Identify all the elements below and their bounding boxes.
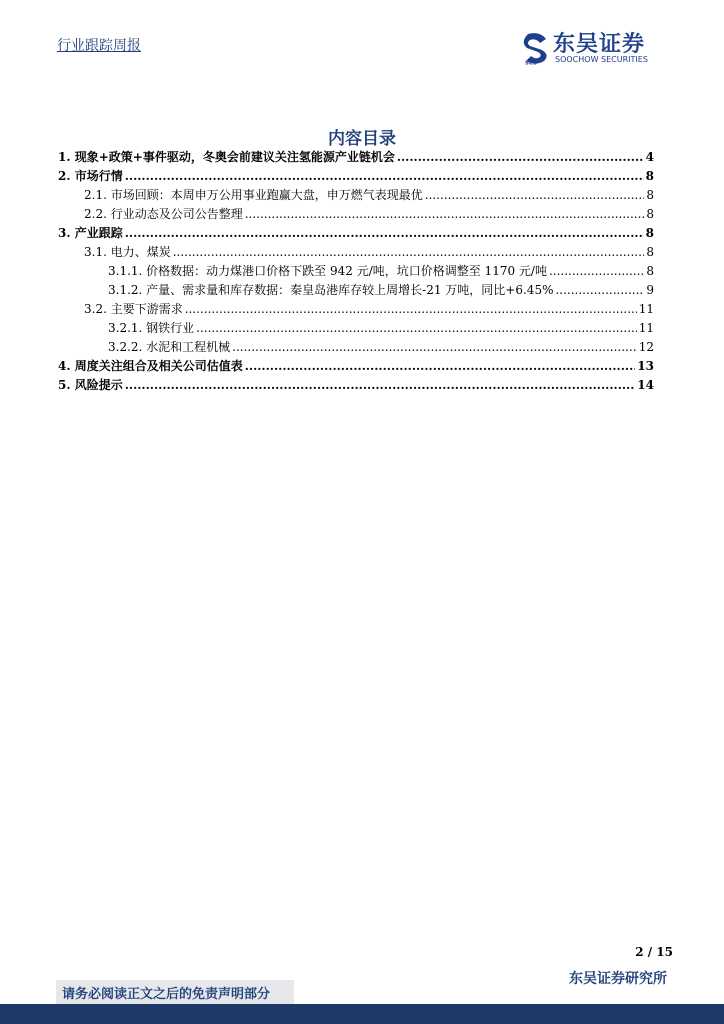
report-type-label: 行业跟踪周报 bbox=[57, 38, 141, 54]
toc-leader-dots bbox=[245, 207, 645, 221]
logo-chinese-name: 东吴证券 bbox=[553, 32, 646, 57]
toc-leader-dots bbox=[425, 188, 645, 202]
toc-entry-page: 12 bbox=[638, 340, 654, 354]
toc-entry-page: 8 bbox=[646, 264, 654, 278]
toc-entry-page: 4 bbox=[645, 150, 654, 164]
toc-entry[interactable] bbox=[58, 262, 654, 281]
toc-entry-text: 5. 风险提示 bbox=[58, 378, 123, 392]
toc-entry-text: 3.2. 主要下游需求 bbox=[84, 302, 183, 316]
toc-entry-page: 11 bbox=[638, 321, 654, 335]
logo-mark-text: SCS bbox=[525, 60, 538, 65]
toc-leader-dots bbox=[173, 245, 645, 259]
toc-entry-text: 1. 现象+政策+事件驱动，冬奥会前建议关注氢能源产业链机会 bbox=[58, 150, 395, 164]
toc-entry[interactable] bbox=[58, 300, 654, 319]
toc-leader-dots bbox=[232, 340, 637, 354]
toc-entry-page: 9 bbox=[646, 283, 654, 297]
toc-entry-text: 2.2. 行业动态及公司公告整理 bbox=[84, 207, 243, 221]
toc-entry-text: 3.1.2. 产量、需求量和库存数据：秦皇岛港库存较上周增长-21 万吨，同比+6.45% bbox=[108, 283, 554, 297]
toc-entry-text: 3.1. 电力、煤炭 bbox=[84, 245, 171, 259]
toc-entry[interactable] bbox=[58, 148, 654, 167]
toc-leader-dots bbox=[125, 226, 644, 240]
toc-leader-dots bbox=[125, 169, 644, 183]
toc-entry[interactable] bbox=[58, 319, 654, 338]
toc-entry-page: 8 bbox=[646, 207, 654, 221]
toc-entry[interactable] bbox=[58, 357, 654, 376]
table-of-contents bbox=[58, 148, 654, 395]
toc-entry[interactable] bbox=[58, 281, 654, 300]
toc-entry[interactable] bbox=[58, 338, 654, 357]
toc-entry-text: 4. 周度关注组合及相关公司估值表 bbox=[58, 359, 243, 373]
toc-entry-page: 8 bbox=[645, 226, 654, 240]
toc-entry[interactable] bbox=[58, 243, 654, 262]
toc-leader-dots bbox=[185, 302, 637, 316]
toc-entry-page: 8 bbox=[646, 188, 654, 202]
toc-entry-text: 2.1. 市场回顾：本周申万公用事业跑赢大盘，申万燃气表现最优 bbox=[84, 188, 423, 202]
toc-entry-page: 13 bbox=[637, 359, 654, 373]
toc-entry[interactable] bbox=[58, 186, 654, 205]
toc-leader-dots bbox=[397, 150, 644, 164]
toc-entry-page: 8 bbox=[645, 169, 654, 183]
toc-entry-page: 11 bbox=[638, 302, 654, 316]
toc-leader-dots bbox=[125, 378, 636, 392]
footer-brand: 东吴证券研究所 bbox=[569, 971, 667, 987]
toc-entry-text: 3. 产业跟踪 bbox=[58, 226, 123, 240]
footer-bar bbox=[0, 1004, 724, 1024]
disclaimer-text: 请务必阅读正文之后的免责声明部分 bbox=[62, 986, 271, 1002]
toc-leader-dots bbox=[245, 359, 636, 373]
toc-leader-dots bbox=[549, 264, 644, 278]
toc-leader-dots bbox=[196, 321, 637, 335]
toc-entry-text: 3.2.1. 钢铁行业 bbox=[108, 321, 195, 335]
company-logo bbox=[522, 31, 672, 67]
disclaimer-notice bbox=[56, 980, 294, 1004]
toc-leader-dots bbox=[555, 283, 644, 297]
logo-english-name: SOOCHOW SECURITIES bbox=[555, 55, 648, 64]
toc-entry-text: 3.2.2. 水泥和工程机械 bbox=[108, 340, 231, 354]
toc-entry-text: 2. 市场行情 bbox=[58, 169, 123, 183]
toc-entry[interactable] bbox=[58, 376, 654, 395]
toc-entry-text: 3.1.1. 价格数据：动力煤港口价格下跌至 942 元/吨，坑口价格调整至 1170 元/吨 bbox=[108, 264, 547, 278]
toc-entry[interactable] bbox=[58, 205, 654, 224]
toc-entry[interactable] bbox=[58, 167, 654, 186]
page-number: 2 / 15 bbox=[635, 945, 673, 959]
toc-title: 内容目录 bbox=[328, 129, 396, 149]
toc-entry[interactable] bbox=[58, 224, 654, 243]
toc-entry-page: 14 bbox=[637, 378, 654, 392]
logo-mark-icon bbox=[522, 31, 550, 65]
toc-entry-page: 8 bbox=[646, 245, 654, 259]
